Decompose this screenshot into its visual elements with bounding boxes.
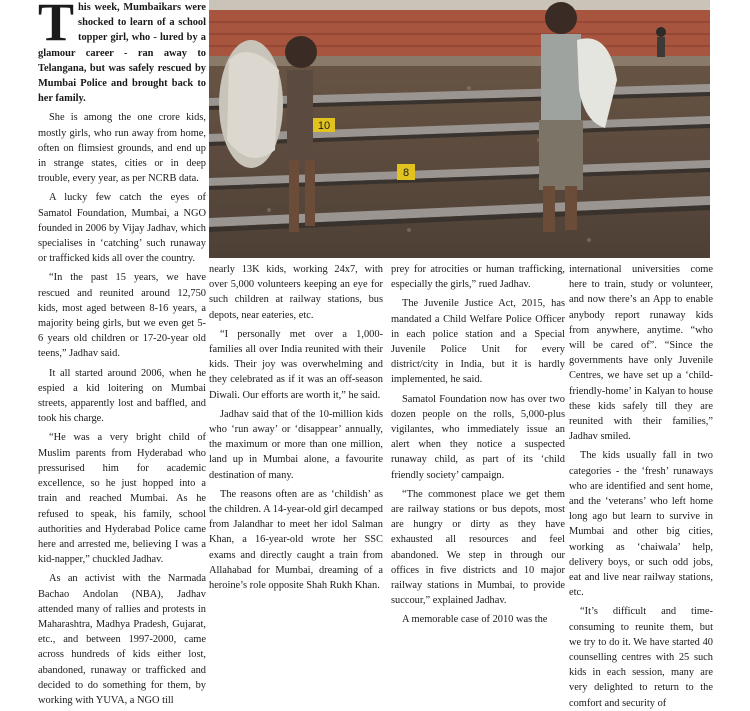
paragraph: prey for atrocities or human trafficking, especially the girls,” rued Jadhav. bbox=[391, 264, 565, 291]
lead-paragraph bbox=[38, 0, 206, 106]
paragraph: “I personally met over a 1,000-families all over India reunited with their kids. Their joy was overwhelming and they celebrated as if it was an off-season Diwali. Our efforts are worth it,” he said. bbox=[209, 328, 383, 401]
article-column-2 bbox=[209, 262, 383, 592]
paragraph: The reasons often are as ‘childish’ as the children. A 14-year-old girl decamped from Jalandhar to meet her idol Salman Khan, a 16-year-old wrote her SSC exams and directly caught a train from Allahabad for Mumbai, dreaming of a heroine’s role opposite Shah Rukh Khan. bbox=[209, 488, 383, 592]
paragraph: “He was a very bright child of Muslim parents from Hyderabad who pressurised him for academic excellence, so he just hopped into a train and reached Mumbai. As he refused to speak, his family, school authorities and Hyderabad Police came here and arrested me, believing I was a kid-napper,” chuckled Jadhav. bbox=[38, 432, 206, 566]
paragraph: A memorable case of 2010 was the bbox=[402, 614, 548, 626]
paragraph: Jadhav said that of the 10-million kids who ‘run away’ or ‘disappear’ annually, the maximum or more than one million, land up in Mumbai alone, a favourite destination of many. bbox=[209, 408, 383, 481]
paragraph: The Juvenile Justice Act, 2015, has mandated a Child Welfare Police Officer in each police station and a Special Juvenile Police Unit for every district/city in India, but it is hardly implemented, he said. bbox=[391, 298, 565, 386]
paragraph: “The commonest place we get them are railway stations or bus depots, most are hungry or dirty as they have exhausted all resources and feel abandoned. We step in through our offices in five districts and 10 major railway stations in Mumbai, to provide succour,” explained Jadhav. bbox=[391, 488, 565, 607]
article-photo bbox=[209, 0, 710, 258]
marker-label: 8 bbox=[402, 167, 410, 179]
article-column-3 bbox=[391, 262, 565, 626]
background-figure bbox=[656, 27, 666, 57]
paragraph: A lucky few catch the eyes of Samatol Foundation, Mumbai, a NGO founded in 2006 by Vijay Jadhav, which specialises in ‘catching’ such runaway or trafficked kids all over the country. bbox=[38, 192, 206, 265]
marker-label: 10 bbox=[317, 120, 331, 132]
paragraph: As an activist with the Narmada Bachao Andolan (NBA), Jadhav attended many of rallies and protests in Maharashtra, Madhya Pradesh, Gujarat, etc., and between 1997-2000, came across hundreds of kids either lost, abandoned, runaway or trafficked and decided to do something for them, by working with YUVA, a NGO till bbox=[38, 573, 206, 706]
paragraph: nearly 13K kids, working 24x7, with over 5,000 volunteers keeping an eye for such children at railway stations, bus depots, near eateries, etc. bbox=[209, 264, 383, 321]
article-column-4 bbox=[569, 262, 713, 709]
paragraph: international universities come here to train, study or volunteer, and now there’s an App to enable anybody report runaway kids from anywhere, anytime. “who will be cared of”. “Since the governments have only Juvenile Centres, we have set up a ‘child-friendly-home’ in Kalyan to house these kids safely till they are reunited with their families,” Jadhav smiled. bbox=[569, 264, 713, 443]
paragraph: It all started around 2006, when he espied a kid loitering on Mumbai streets, apparently lost and baffled, and took his charge. bbox=[38, 367, 206, 425]
paragraph: “It’s difficult and time-consuming to reunite them, but we try to do it. We have started 40 counselling centres with 25 such kids in each session, many are very delighted to return to the comfort and security of bbox=[569, 606, 713, 709]
railway-children-photo bbox=[209, 0, 710, 258]
paragraph: She is among the one crore kids, mostly girls, who run away from home, often on flimsiest grounds, and end up in strange states, cities or in deep trouble, every year, as per NCRB data. bbox=[38, 112, 206, 185]
paragraph: “In the past 15 years, we have rescued and reunited around 12,750 kids, most aged between 8-16 years, a majority being girls, but we even get 5-6 years old children or 17-20-year old teens,” Jadhav said. bbox=[38, 272, 206, 360]
paragraph: The kids usually fall in two categories - the ‘fresh’ runaways who are identified and sent home, and the ‘veterans’ who left home long ago but learn to survive in Mumbai and other big cities, working as ‘chaiwala’ help, delivery boys, or such odd jobs, eat and live near railway stations, etc. bbox=[569, 450, 713, 599]
paragraph: Samatol Foundation now has over two dozen people on the rolls, 5,000-plus vigilantes, who immediately issue an alert when they notice a suspected runaway child, as part of its ‘child friendly society’ campaign. bbox=[391, 393, 565, 481]
lead-text: his week, Mumbaikars were shocked to learn of a school topper girl, who - lured by a glamour career - ran away to Telangana, but was safely rescued by Mumbai Police and brought back to her family. bbox=[38, 2, 206, 105]
drop-cap: T bbox=[38, 0, 75, 52]
article-column-1 bbox=[38, 0, 206, 706]
